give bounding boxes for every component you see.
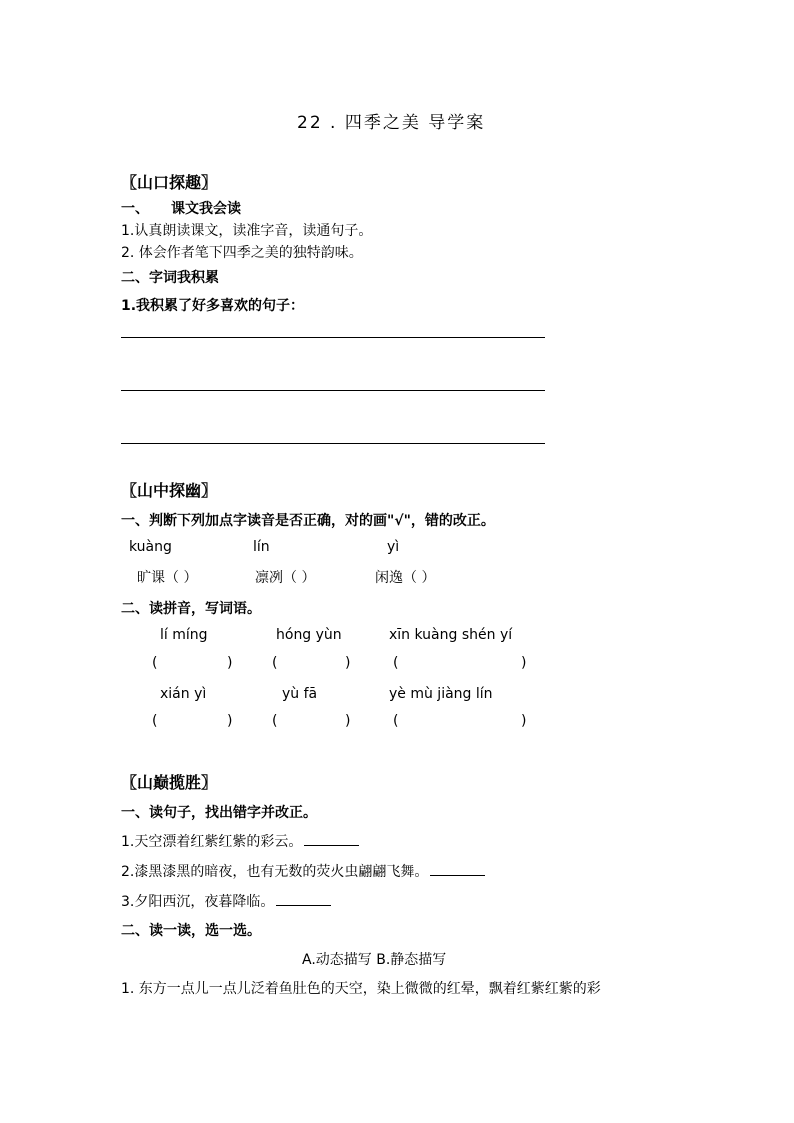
sentence-text: 2.漆黑漆黑的暗夜，也有无数的荧火虫翩翩飞舞。	[121, 864, 429, 880]
question-heading-choose: 二、读一读，选一选。	[121, 923, 261, 939]
pinyin-label: lín	[253, 539, 270, 555]
list-item	[121, 861, 485, 881]
answer-paren-open[interactable]: (	[152, 655, 158, 671]
answer-line[interactable]	[121, 443, 545, 444]
answer-paren-open[interactable]: (	[152, 713, 158, 729]
question-title: 课文我会读	[171, 201, 241, 217]
pinyin-label: yè mù jiàng lín	[389, 686, 493, 702]
answer-blank[interactable]	[430, 863, 485, 876]
section-heading-shankou: 〖山口探趣〗	[121, 173, 218, 192]
sentence-text: 3.夕阳西沉，夜暮降临。	[121, 894, 275, 910]
pinyin-label: kuàng	[129, 539, 172, 555]
answer-paren-close[interactable]: )	[345, 713, 351, 729]
document-title: 22 . 四季之美 导学案	[297, 113, 486, 133]
answer-blank[interactable]	[276, 893, 331, 906]
pinyin-label: hóng yùn	[276, 627, 342, 643]
question-heading-judge: 一、判断下列加点字读音是否正确，对的画"√"，错的改正。	[121, 513, 495, 529]
section-heading-shanzhong: 〖山中探幽〗	[121, 481, 218, 500]
answer-paren-open[interactable]: (	[272, 655, 278, 671]
list-item	[121, 891, 331, 911]
answer-options: A.动态描写 B.静态描写	[302, 952, 447, 968]
question-heading-read	[121, 198, 241, 218]
list-item: 2. 体会作者笔下四季之美的独特韵味。	[121, 245, 363, 261]
list-item	[121, 831, 359, 851]
answer-paren-close[interactable]: )	[227, 713, 233, 729]
question-heading-words: 二、字词我积累	[121, 270, 219, 286]
section-heading-shandian: 〖山巅揽胜〗	[121, 773, 218, 792]
answer-paren-close[interactable]: )	[227, 655, 233, 671]
pinyin-label: yì	[387, 539, 400, 555]
word-with-answer[interactable]: 凛冽（ ）	[255, 570, 316, 586]
answer-paren-close[interactable]: )	[521, 713, 527, 729]
list-item: 1. 东方一点儿一点儿泛着鱼肚色的天空，染上微微的红晕，飘着红紫红紫的彩	[121, 981, 601, 997]
pinyin-label: xīn kuàng shén yí	[389, 627, 513, 643]
answer-paren-open[interactable]: (	[393, 655, 399, 671]
answer-paren-close[interactable]: )	[345, 655, 351, 671]
pinyin-label: xián yì	[160, 686, 207, 702]
list-item: 1.认真朗读课文，读准字音，读通句子。	[121, 223, 373, 239]
answer-paren-close[interactable]: )	[521, 655, 527, 671]
answer-paren-open[interactable]: (	[272, 713, 278, 729]
word-with-answer[interactable]: 闲逸（ ）	[375, 570, 436, 586]
answer-line[interactable]	[121, 390, 545, 391]
answer-paren-open[interactable]: (	[393, 713, 399, 729]
answer-blank[interactable]	[304, 833, 359, 846]
sentence-text: 1.天空漂着红紫红紫的彩云。	[121, 834, 303, 850]
question-heading-pinyin: 二、读拼音，写词语。	[121, 601, 261, 617]
sub-question-sentences: 1.我积累了好多喜欢的句子：	[121, 298, 305, 314]
answer-line[interactable]	[121, 337, 545, 338]
question-heading-typos: 一、读句子，找出错字并改正。	[121, 805, 317, 821]
pinyin-label: lí míng	[160, 627, 208, 643]
question-number: 一、	[121, 201, 149, 217]
pinyin-label: yù fā	[282, 686, 318, 702]
word-with-answer[interactable]: 旷课（ ）	[137, 570, 198, 586]
